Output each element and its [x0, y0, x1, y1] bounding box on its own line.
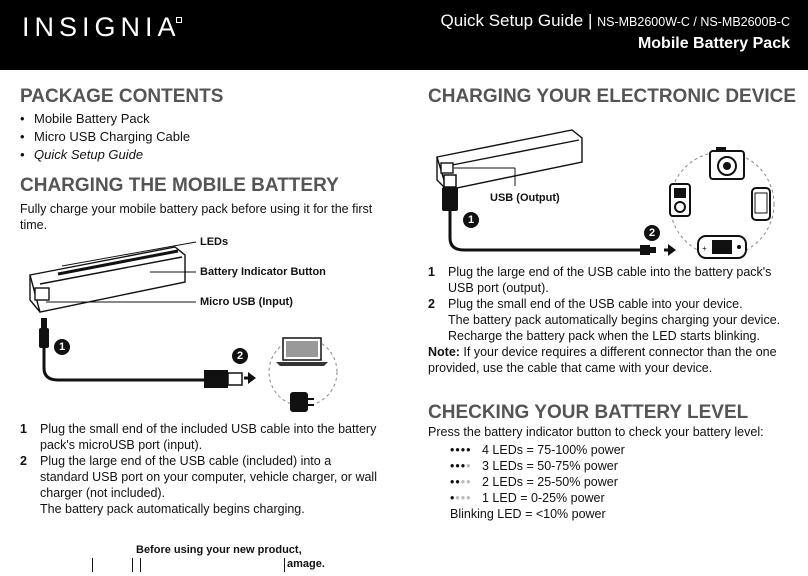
- battery-step-1: 1 Plug the small end of the included USB cable into the battery pack's microUSB port (input).: [20, 422, 377, 452]
- step-2-badge: 2: [644, 225, 660, 241]
- led-dots: [450, 442, 482, 458]
- charging-battery-intro: Fully charge your mobile battery pack before using it for the first time.: [20, 202, 373, 232]
- step-1-badge: 1: [54, 339, 70, 355]
- handheld-game-icon: [698, 236, 746, 258]
- model-numbers: NS-MB2600W-C / NS-MB2600B-C: [597, 15, 790, 29]
- led-dot-lit: •: [450, 491, 456, 505]
- device-step-1: 1 Plug the large end of the USB cable into the battery pack's USB port (output).: [428, 265, 772, 295]
- led-dot-off: •: [466, 459, 472, 473]
- battery-level-row: •••• 1 LED = 0-25% power: [450, 491, 605, 505]
- led-dot-lit: •: [460, 459, 467, 473]
- package-item: • Mobile Battery Pack: [20, 111, 150, 126]
- footer-line-1: Before using your new product,: [136, 544, 302, 556]
- svg-text:+: +: [702, 244, 707, 253]
- battery-level-row: •••• 3 LEDs = 50-75% power: [450, 459, 618, 473]
- battery-pack-drawing: [437, 130, 582, 190]
- charging-battery-heading: CHARGING THE MOBILE BATTERY: [20, 175, 339, 196]
- led-dot-lit: •: [455, 475, 461, 489]
- brand-logo: INSIGNIA: [22, 12, 181, 42]
- package-item: • Micro USB Charging Cable: [20, 129, 191, 144]
- package-item: • Quick Setup Guide: [20, 147, 144, 162]
- led-dots: [450, 490, 482, 506]
- led-dot-off: •: [455, 491, 461, 505]
- battery-level-row: •••• 4 LEDs = 75-100% power: [450, 443, 625, 457]
- led-dot-off: •: [466, 491, 472, 505]
- led-dot-lit: •: [450, 443, 456, 457]
- led-dot-lit: •: [455, 459, 461, 473]
- camera-icon: [710, 147, 744, 179]
- led-dot-lit: •: [450, 459, 456, 473]
- led-dot-off: •: [460, 491, 467, 505]
- led-dot-lit: •: [466, 443, 472, 457]
- battery-level-row: •••• 2 LEDs = 25-50% power: [450, 475, 618, 489]
- charging-device-heading: CHARGING YOUR ELECTRONIC DEVICE: [428, 86, 797, 107]
- package-contents-heading: PACKAGE CONTENTS: [20, 86, 224, 107]
- usb-output-label: USB (Output): [490, 192, 560, 204]
- media-player-icon: [670, 184, 690, 216]
- footer-line-2: amage.: [287, 558, 325, 570]
- led-dots: [450, 458, 482, 474]
- battery-level-intro: Press the battery indicator button to check your battery level:: [428, 425, 764, 439]
- note-text: If your device requires a different connector than the one provided, use the cable that came with your device.: [428, 345, 777, 375]
- led-dot-off: •: [460, 475, 467, 489]
- leds-label: LEDs: [200, 236, 229, 248]
- battery-level-row: Blinking LED = <10% power: [450, 507, 606, 521]
- smartphone-icon: [752, 188, 770, 220]
- battery-level-heading: CHECKING YOUR BATTERY LEVEL: [428, 402, 749, 423]
- device-step-2: 2 Plug the small end of the USB cable into your device. The battery pack automatically begins charging your device. Recharge the battery pack when the LED starts blinking.: [428, 297, 781, 343]
- note-label: Note:: [428, 345, 460, 359]
- step-1-badge: 1: [463, 212, 479, 228]
- guide-title-text: Quick Setup Guide: [440, 11, 584, 30]
- device-note: [428, 344, 778, 376]
- led-dots: [450, 474, 482, 490]
- micro-usb-input-label: Micro USB (Input): [200, 296, 293, 308]
- product-name: Mobile Battery Pack: [637, 35, 790, 52]
- battery-step-2: 2 Plug the large end of the USB cable (included) into a standard USB port on your computer, vehicle charger, or wall charger (not included). The battery pack automatically begins charging.: [20, 454, 377, 516]
- indicator-button-label: Battery Indicator Button: [200, 266, 326, 278]
- guide-title: Quick Setup Guide | NS-MB2600W-C / NS-MB2600B-C: [440, 11, 790, 30]
- led-dot-lit: •: [460, 443, 467, 457]
- step-2-badge: 2: [232, 348, 248, 364]
- led-dot-lit: •: [455, 443, 461, 457]
- led-dot-lit: •: [450, 475, 456, 489]
- led-dot-off: •: [466, 475, 472, 489]
